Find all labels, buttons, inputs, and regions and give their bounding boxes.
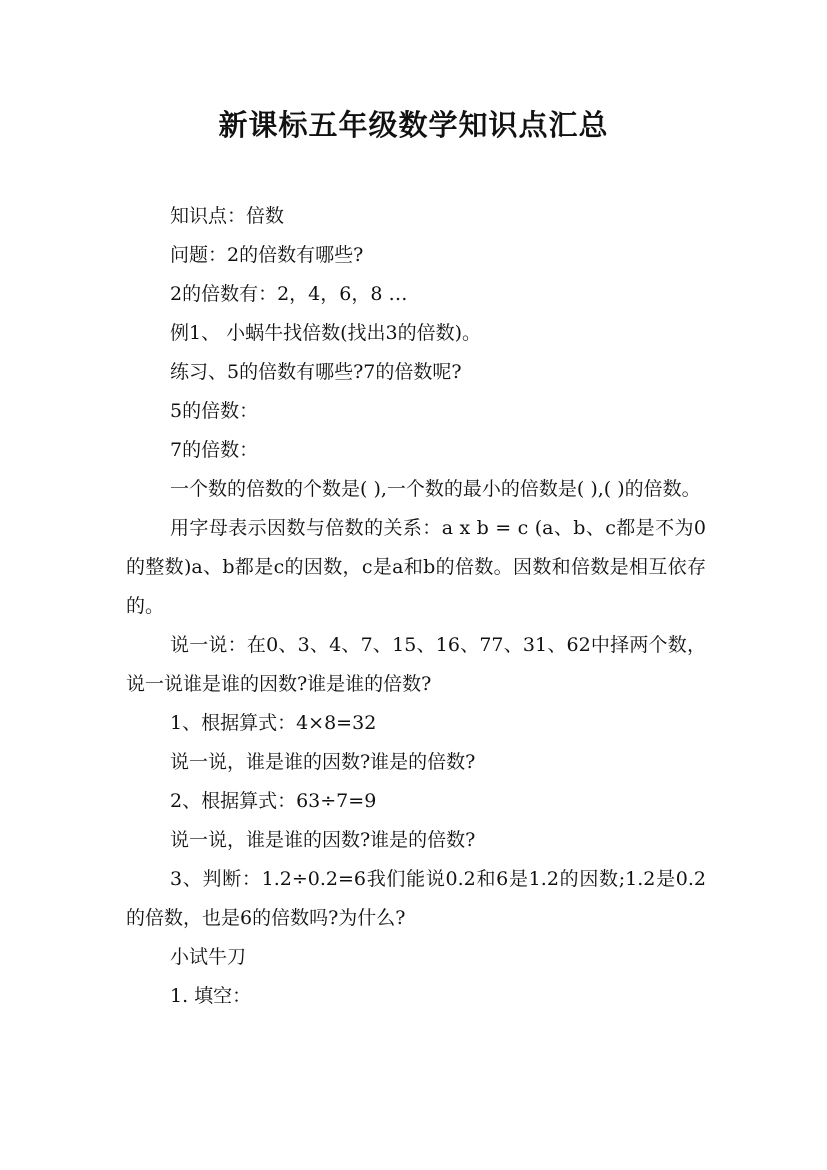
paragraph-topic: 知识点：倍数 [170, 205, 285, 227]
paragraph-count-of-multiples: 一个数的倍数的个数是( ),一个数的最小的倍数是( ),( )的倍数。 [170, 478, 701, 500]
paragraph-judge: 3、判断：1.2÷0.2=6我们能说0.2和6是1.2的因数;1.2是0.2的倍数，也是6的倍数吗?为什么? [126, 868, 706, 929]
document-body [126, 197, 706, 1016]
paragraph-multiples-of-5: 5的倍数： [170, 400, 259, 422]
paragraph-multiples-of-7: 7的倍数： [170, 439, 259, 461]
paragraph-example: 例1、 小蜗牛找倍数(找出3的倍数)。 [170, 322, 482, 344]
paragraph-discuss-pairs: 说一说：在0、3、4、7、15、16、77、31、62中择两个数，说一说谁是谁的因数?谁是谁的倍数? [126, 634, 706, 695]
paragraph-fill-blanks: 1. 填空： [170, 985, 252, 1007]
paragraph-exercise: 练习、5的倍数有哪些?7的倍数呢? [170, 361, 462, 383]
paragraph-answer: 2的倍数有：2，4，6，8 … [170, 283, 408, 305]
page-title: 新课标五年级数学知识点汇总 [218, 108, 609, 142]
paragraph-letter-relation: 用字母表示因数与倍数的关系：a x b = c (a、b、c都是不为0的整数)a、b都是c的因数，c是a和b的倍数。因数和倍数是相互依存的。 [126, 517, 706, 617]
paragraph-question: 问题：2的倍数有哪些? [170, 244, 364, 266]
paragraph-discuss-2: 说一说，谁是谁的因数?谁是的倍数? [170, 829, 476, 851]
paragraph-equation-1: 1、根据算式：4×8=32 [170, 712, 377, 734]
paragraph-practice-heading: 小试牛刀 [170, 946, 247, 968]
paragraph-discuss-1: 说一说，谁是谁的因数?谁是的倍数? [170, 751, 476, 773]
paragraph-equation-2: 2、根据算式：63÷7=9 [170, 790, 377, 812]
